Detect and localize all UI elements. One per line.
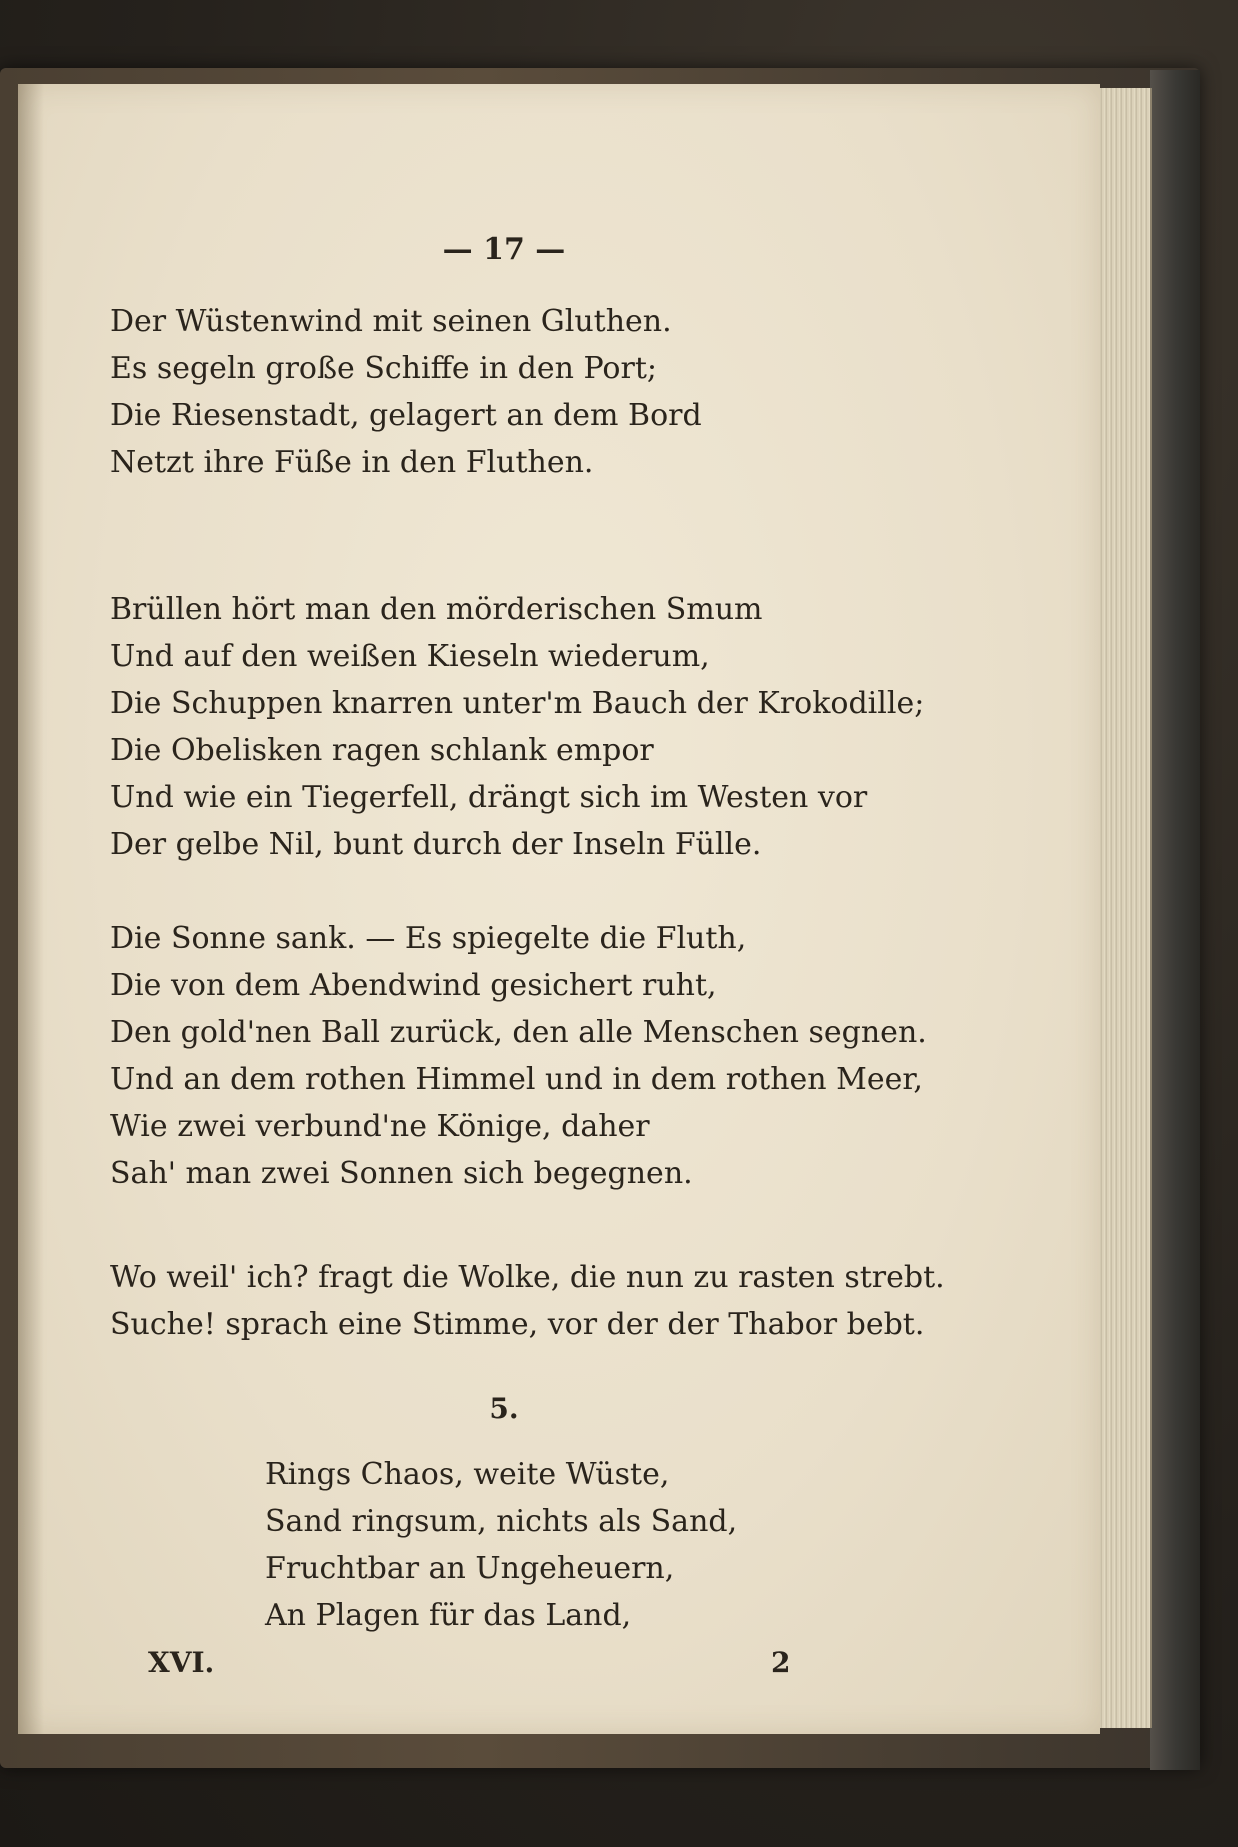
verse-line: Die Schuppen knarren unter'm Bauch der Krokodille; (110, 686, 925, 721)
verse-line: Sah' man zwei Sonnen sich begegnen. (110, 1156, 693, 1191)
page-number: — 17 — (442, 232, 566, 267)
section-number: 5. (489, 1392, 519, 1425)
verse-line: Und auf den weißen Kieseln wiederum, (110, 639, 710, 674)
verse-line: Netzt ihre Füße in den Fluthen. (110, 445, 594, 480)
verse-line: Der Wüstenwind mit seinen Gluthen. (110, 304, 672, 339)
verse-line: Fruchtbar an Ungeheuern, (265, 1551, 675, 1586)
stanza-5 (265, 1451, 737, 1639)
verse-line: Die von dem Abendwind gesichert ruht, (110, 968, 717, 1003)
signature-mark: XVI. (148, 1646, 215, 1679)
verse-line: Den gold'nen Ball zurück, den alle Menschen segnen. (110, 1015, 927, 1050)
verse-line: Die Sonne sank. — Es spiegelte die Fluth, (110, 921, 747, 956)
verse-line: Brüllen hört man den mörderischen Smum (110, 592, 763, 627)
verse-line: Der gelbe Nil, bunt durch der Inseln Fülle. (110, 827, 762, 862)
verse-line: Die Obelisken ragen schlank empor (110, 733, 654, 768)
verse-line: Wo weil' ich? fragt die Wolke, die nun zu rasten strebt. (110, 1260, 945, 1295)
verse-line: Und wie ein Tiegerfell, drängt sich im Westen vor (110, 780, 868, 815)
verse-line: Die Riesenstadt, gelagert an dem Bord (110, 398, 702, 433)
verse-line: Sand ringsum, nichts als Sand, (265, 1504, 738, 1539)
book-page (18, 84, 1100, 1734)
verse-line: Es segeln große Schiffe in den Port; (110, 351, 658, 386)
page-edges (1098, 88, 1152, 1728)
stanza-2 (110, 586, 924, 868)
verse-line: Suche! sprach eine Stimme, vor der der Thabor bebt. (110, 1307, 925, 1342)
verse-line: Wie zwei verbund'ne Könige, daher (110, 1109, 650, 1144)
verse-line: An Plagen für das Land, (265, 1598, 632, 1633)
stanza-4 (110, 1254, 945, 1348)
stanza-1 (110, 298, 702, 486)
verse-line: Rings Chaos, weite Wüste, (265, 1457, 670, 1492)
book-cover-edge (1150, 70, 1200, 1770)
page-gutter-shadow (18, 84, 44, 1734)
signature-number: 2 (771, 1646, 791, 1679)
stanza-3 (110, 915, 927, 1197)
verse-line: Und an dem rothen Himmel und in dem rothen Meer, (110, 1062, 923, 1097)
